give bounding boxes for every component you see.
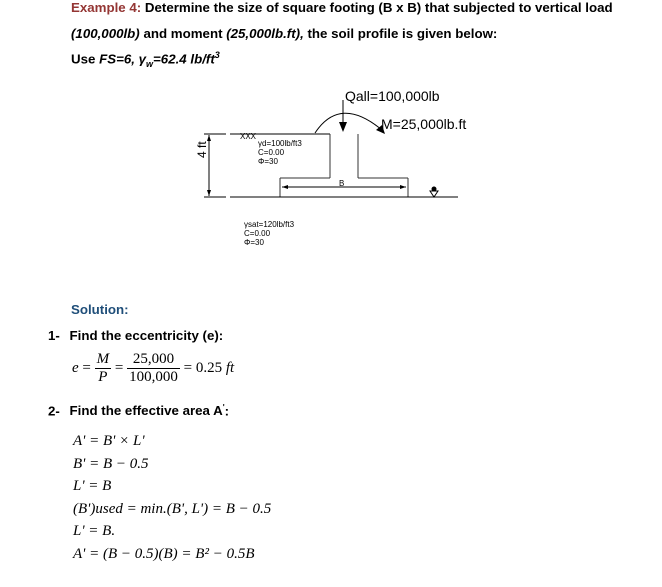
example-label: Example 4:	[71, 0, 142, 15]
step-2-title: Find the effective area A	[69, 403, 223, 419]
problem-text-2b: the soil profile is given below:	[303, 26, 498, 41]
ecc-lhs: e	[72, 359, 79, 376]
load-value: (100,000lb)	[71, 26, 140, 41]
lower-soil-gamma: γsat=120lb/ft3	[244, 220, 295, 229]
lower-soil-props	[244, 220, 294, 247]
step-1-number: 1-	[48, 328, 60, 343]
gamma-sub: w	[146, 59, 154, 70]
frac-m-p	[95, 351, 112, 386]
width-label: B	[339, 179, 345, 188]
lower-soil-phi: Φ=30	[244, 238, 264, 247]
lower-soil-c: C=0.00	[244, 229, 271, 238]
upper-soil-phi: Φ=30	[258, 157, 278, 166]
frac-den-p: P	[98, 369, 108, 385]
step-2-colon: :	[224, 403, 230, 419]
upper-soil-c: C=0.00	[258, 148, 285, 157]
load-label: Qall=100,000lb	[345, 88, 440, 104]
step-1-heading	[48, 328, 223, 343]
water-table-icon	[430, 187, 438, 198]
fs-text: FS=6, γ	[99, 51, 147, 67]
solution-title: Solution:	[71, 302, 129, 317]
effective-area-equations	[73, 430, 271, 565]
upper-soil-props	[258, 139, 302, 166]
equation-line: L' = B.	[73, 523, 116, 539]
equation-line: A' = B' × L'	[73, 433, 145, 449]
surface-mark: XXX	[240, 132, 257, 141]
step-2-number: 2-	[48, 403, 60, 419]
unit-sup: 3	[214, 50, 220, 60]
moment-label: M=25,000lb.ft	[381, 116, 467, 132]
equation-line: B' = B − 0.5	[73, 455, 149, 472]
eccentricity-equation: e = $\frac{M}{P}$ = $\frac{25,000}{100,000}$ = 0.25 ft	[72, 351, 235, 385]
use-text: Use	[71, 51, 100, 67]
frac-num-m: M	[96, 351, 110, 367]
moment-value: (25,000lb.ft),	[226, 26, 304, 41]
upper-soil-gamma: γd=100lb/ft3	[258, 139, 302, 148]
frac-values	[127, 351, 180, 386]
equation-line: (B')used = min.(B', L') = B − 0.5	[73, 500, 272, 517]
equation-line: L' = B	[73, 478, 112, 494]
problem-text-2a: and moment	[139, 26, 227, 41]
depth-text: 4 ft	[195, 141, 209, 158]
ecc-result: = 0.25	[183, 359, 223, 376]
equation-line: A' = (B − 0.5)(B) = B² − 0.5B	[73, 545, 255, 562]
step-1-title: Find the eccentricity (e):	[69, 328, 224, 343]
problem-text-1: Determine the size of square footing (B x B) that subjected to vertical load	[144, 0, 613, 15]
frac-den-value: 100,000	[129, 369, 178, 385]
ecc-unit: ft	[225, 359, 235, 376]
frac-num-value: 25,000	[127, 351, 180, 369]
depth-label	[195, 141, 209, 158]
step-2-heading: 2- Find the effective area A':	[48, 403, 230, 419]
gamma-w-value: =62.4 lb/ft	[153, 51, 215, 67]
